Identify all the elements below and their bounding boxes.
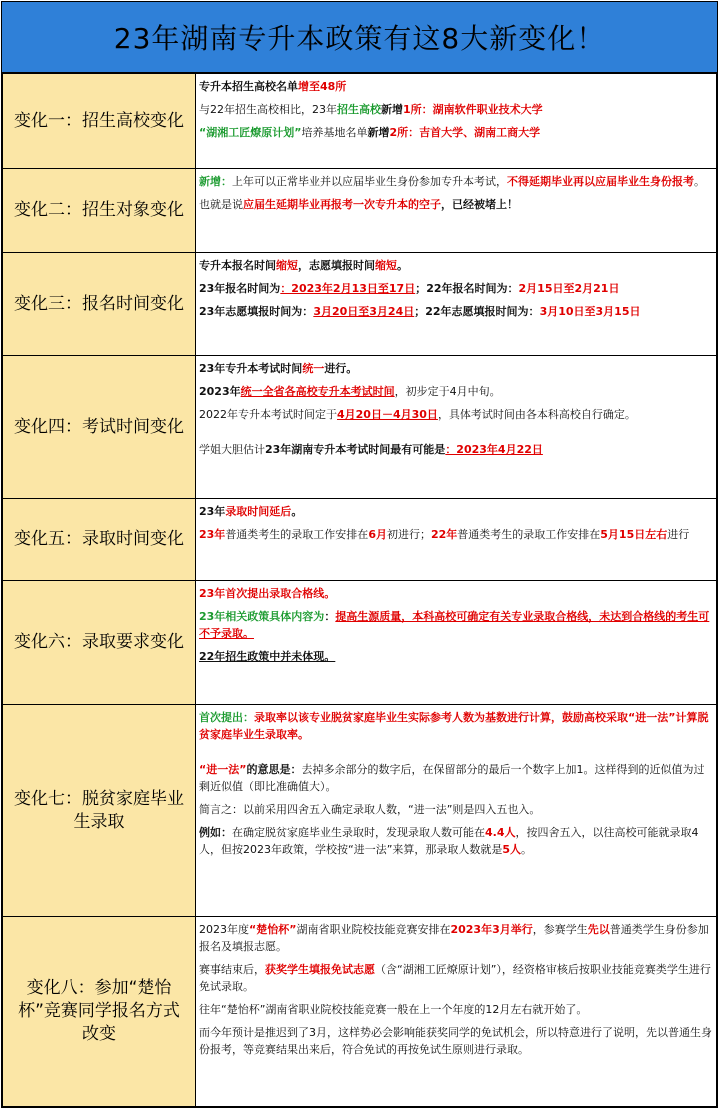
content-paragraph — [199, 257, 712, 274]
text-segment: 进行 — [667, 528, 690, 542]
row-label: 变化一：招生高校变化 — [3, 74, 196, 169]
text-segment: “进一法” — [199, 763, 247, 777]
content-paragraph — [199, 360, 712, 377]
text-segment: 23年专升本考试时间 — [199, 362, 303, 375]
text-segment: 。 — [291, 505, 303, 518]
text-segment: 初进行； — [386, 528, 431, 542]
text-segment: 23年报名时间为 — [199, 282, 281, 296]
text-segment: 的意思是： — [246, 763, 302, 777]
text-segment: 22年招生政策中并未体现。 — [199, 650, 336, 664]
text-segment: ，已经被堵上！ — [441, 198, 518, 212]
text-segment: 应届生延期毕业再报考一次专升本的空子 — [243, 198, 441, 212]
text-segment: 专升本招生高校名单 — [199, 80, 298, 93]
text-segment: 普通类考生的录取工作安排在 — [225, 528, 369, 542]
text-segment: 录取时间延后 — [225, 505, 292, 518]
row-content — [196, 356, 717, 499]
text-segment: ；22年志愿填报时间为： — [414, 305, 540, 319]
text-segment: 简言之：以前采用四舍五入确定录取人数，“进一法”则是四入五也入。 — [199, 803, 541, 817]
page-title: 23年湖南专升本政策有这8大新变化！ — [2, 2, 717, 73]
text-segment: 22年 — [430, 528, 458, 542]
text-segment: 5月15日左右 — [600, 528, 668, 542]
text-segment: 3月20日至3月24日 — [313, 305, 415, 319]
text-segment: 而今年预计是推迟到了3月，这样势必会影响能获奖同学的免试机会，所以特意进行了说明，先以普通生身份报考，等竞赛结果出来后，符合免试的再按免试生原则进行录取。 — [199, 1026, 712, 1057]
text-segment: 统一全省各高校专升本考试时间 — [240, 385, 395, 399]
table-row — [3, 74, 717, 169]
text-segment: 新增： — [199, 175, 232, 188]
text-segment: 4月20日－4月30日 — [337, 408, 438, 422]
text-segment: 在确定脱贫家庭毕业生录取时，发现录取人数可能在 — [232, 826, 485, 840]
text-segment: 湖南省职业院校技能竞赛安排在 — [296, 923, 451, 936]
text-segment: 新增 — [367, 126, 390, 140]
content-paragraph — [199, 921, 712, 955]
text-segment: 上年可以正常毕业并以应届毕业生身份参加专升本考试， — [232, 175, 507, 188]
content-paragraph — [199, 824, 712, 858]
content-paragraph — [199, 303, 712, 320]
content-paragraph — [199, 101, 712, 118]
content-paragraph — [199, 196, 712, 213]
text-segment: 2月15日至2月21日 — [518, 282, 620, 296]
content-paragraph — [199, 441, 712, 458]
content-paragraph — [199, 801, 712, 818]
row-label: 变化二：招生对象变化 — [3, 169, 196, 253]
text-segment: ，参赛学生 — [532, 923, 588, 936]
table-row — [3, 917, 717, 1107]
content-paragraph — [199, 173, 712, 190]
text-segment: 进行。 — [324, 362, 358, 375]
text-segment: 23年湖南专升本考试时间最有可能是 — [265, 443, 446, 457]
content-paragraph — [199, 1001, 712, 1018]
row-content — [196, 253, 717, 356]
text-segment: 获奖学生填报免试志愿 — [265, 963, 375, 977]
text-segment: ，志愿填报时间 — [298, 259, 375, 272]
text-segment: 缩短 — [375, 259, 397, 272]
text-segment: ： — [324, 610, 336, 624]
text-segment: “湖湘工匠燎原计划” — [199, 126, 302, 140]
text-segment: 23年首次提出录取合格线。 — [199, 587, 336, 600]
row-content — [196, 499, 717, 581]
text-segment: ：2023年4月22日 — [445, 443, 543, 457]
text-segment: 23年 — [199, 528, 226, 542]
table-row — [3, 169, 717, 253]
text-segment: 2022年专升本考试时间定于 — [199, 408, 337, 422]
content-paragraph — [199, 280, 712, 297]
text-segment: 23年相关政策具体内容为 — [199, 610, 325, 624]
table-row — [3, 356, 717, 499]
text-segment: 招生高校 — [337, 103, 381, 117]
text-segment: 普通类考生的录取工作安排在 — [457, 528, 601, 542]
row-content — [196, 917, 717, 1107]
content-paragraph — [199, 608, 712, 642]
row-label: 变化四：考试时间变化 — [3, 356, 196, 499]
text-segment: 2023年度 — [199, 923, 249, 936]
text-segment: 往年“楚怡杯”湖南省职业院校技能竞赛一般在上一个年度的12月左右就开始了。 — [199, 1003, 588, 1017]
row-content — [196, 169, 717, 253]
text-segment: 先以 — [587, 923, 610, 936]
text-segment: 23年志愿填报时间为： — [199, 305, 314, 319]
changes-table — [2, 73, 717, 1107]
text-segment: 。 — [397, 259, 408, 272]
text-segment: 首次提出： — [199, 711, 254, 724]
row-label: 变化六：录取要求变化 — [3, 581, 196, 705]
content-paragraph — [199, 503, 712, 520]
text-segment: 1所：湖南软件职业技术大学 — [403, 103, 543, 117]
text-segment: ：2023年2月13日至17日 — [280, 282, 416, 296]
row-content — [196, 74, 717, 169]
text-segment: 5人 — [502, 843, 522, 857]
text-segment: 赛事结束后， — [199, 963, 265, 977]
content-paragraph — [199, 585, 712, 602]
table-row — [3, 499, 717, 581]
row-label: 变化三：报名时间变化 — [3, 253, 196, 356]
text-segment: “楚怡杯” — [249, 923, 297, 936]
text-segment: 录取率以该专业脱贫家庭毕业生实际参考人数为基数进行计算，鼓励高校采取“进一法”计算脱贫家庭毕业生录取率。 — [199, 711, 709, 742]
text-segment: 4.4人 — [485, 826, 516, 840]
text-segment: 缩短 — [276, 259, 298, 272]
content-paragraph — [199, 961, 712, 995]
row-content — [196, 581, 717, 705]
text-segment: 2023年3月举行 — [450, 923, 533, 936]
text-segment: 23年 — [199, 505, 226, 518]
text-segment: 也就是说 — [199, 198, 243, 212]
text-segment: ，按四舍五入，以往高校可能就录取4人，但按2023年政策，学校按“进一法”来算，那录取人数就是 — [199, 826, 699, 857]
table-row — [3, 253, 717, 356]
content-paragraph — [199, 1024, 712, 1058]
infographic — [1, 1, 718, 1108]
content-paragraph — [199, 78, 712, 95]
text-segment: 3月10日至3月15日 — [539, 305, 641, 319]
content-paragraph — [199, 761, 712, 795]
text-segment: 提高生源质量，本科高校可确定有关专业录取合格线，未达到合格线的考生可不予录取。 — [199, 610, 710, 641]
content-paragraph — [199, 383, 712, 400]
row-label: 变化五：录取时间变化 — [3, 499, 196, 581]
text-segment: 。 — [521, 843, 533, 857]
text-segment: 学姐大胆估计 — [199, 443, 265, 457]
table-row — [3, 705, 717, 917]
text-segment: 2023年 — [199, 385, 241, 399]
text-segment: 去掉多余部分的数字后，在保留部分的最后一个数字上加1。这样得到的近似值为过剩近似值（即比准确值大）。 — [199, 763, 705, 794]
text-segment: 2所：吉首大学、湖南工商大学 — [389, 126, 541, 140]
text-segment: ，初步定于4月中旬。 — [394, 385, 501, 399]
text-segment: 统一 — [302, 362, 325, 375]
text-segment: 专升本报名时间 — [199, 259, 276, 272]
text-segment: 普通类学生身份参加报名及填报志愿。 — [199, 923, 709, 954]
content-paragraph — [199, 406, 712, 423]
text-segment: 。 — [694, 175, 705, 188]
text-segment: 例如： — [199, 826, 232, 840]
text-segment: （含“湖湘工匠燎原计划”），经资格审核后按职业技能竞赛类学生进行免试录取。 — [199, 963, 711, 994]
text-segment: 不得延期毕业再以应届毕业生身份报考 — [507, 175, 694, 188]
text-segment: 与22年招生高校相比，23年 — [199, 103, 337, 117]
text-segment: 新增 — [381, 103, 403, 117]
content-paragraph — [199, 526, 712, 543]
text-segment: ，具体考试时间由各本科高校自行确定。 — [437, 408, 636, 422]
row-content — [196, 705, 717, 917]
row-label: 变化八：参加“楚怡杯”竞赛同学报名方式改变 — [3, 917, 196, 1107]
text-segment: 培养基地名单 — [301, 126, 368, 140]
content-paragraph — [199, 648, 712, 665]
row-label: 变化七：脱贫家庭毕业生录取 — [3, 705, 196, 917]
table-row — [3, 581, 717, 705]
text-segment: ；22年报名时间为： — [415, 282, 519, 296]
text-segment: 6月 — [368, 528, 387, 542]
text-segment: 增至48所 — [298, 80, 347, 93]
content-paragraph — [199, 709, 712, 743]
content-paragraph — [199, 124, 712, 141]
